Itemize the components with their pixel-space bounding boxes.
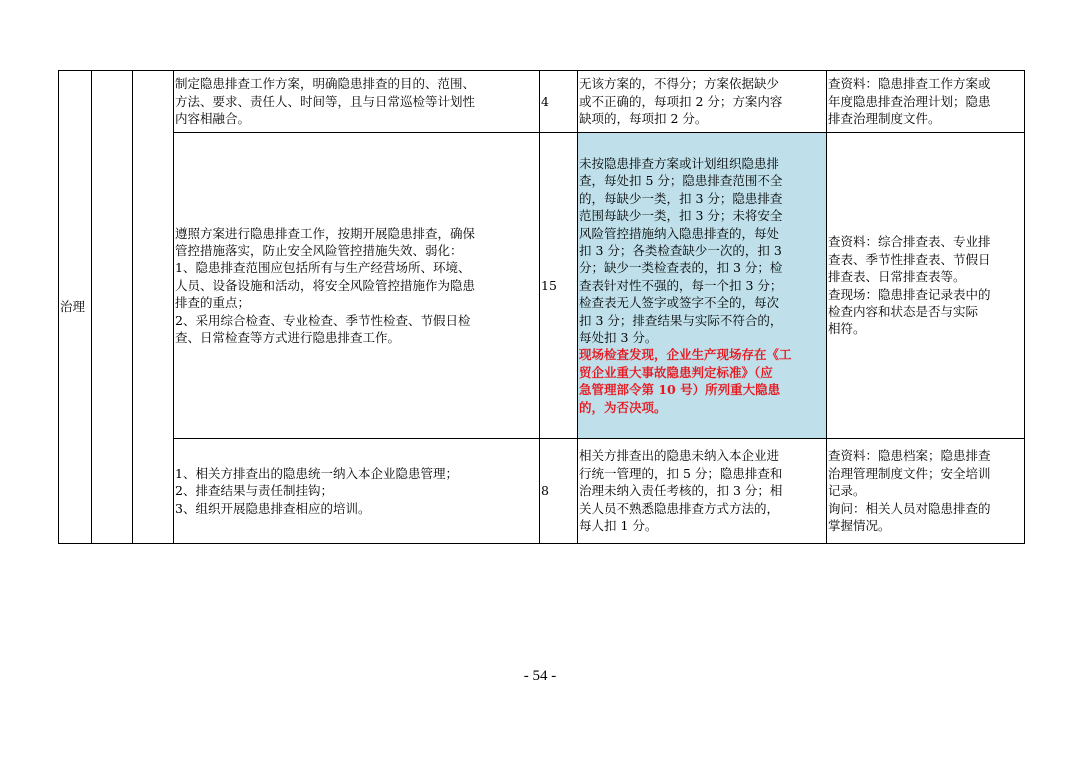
criteria-line: 相关方排查出的隐患未纳入本企业进 <box>579 448 780 464</box>
content-line: 管控措施落实，防止安全风险管控措施失效、弱化： <box>175 242 463 258</box>
page-number: - 54 - <box>523 668 557 684</box>
content-line: 方法、要求、责任人、时间等，且与日常巡检等计划性 <box>175 93 476 109</box>
criteria-cell <box>578 71 827 133</box>
table-row <box>59 71 1025 133</box>
content-line: 内容相融合。 <box>175 111 251 127</box>
content-line: 2、排查结果与责任制挂钩； <box>175 483 333 499</box>
criteria-line: 行统一管理的，扣 5 分；隐患排查和 <box>579 465 783 481</box>
method-line: 检查内容和状态是否与实际 <box>828 303 979 319</box>
method-line: 查表、季节性排查表、节假日 <box>828 251 991 267</box>
criteria-line: 查，每处扣 5 分；隐患排查范围不全 <box>579 173 783 189</box>
method-line: 记录。 <box>828 483 866 499</box>
criteria-line: 每处扣 3 分。 <box>579 330 658 346</box>
criteria-line: 风险管控措施纳入隐患排查的，每处 <box>579 225 780 241</box>
method-cell <box>827 439 1025 544</box>
criteria-line: 关人员不熟悉隐患排查方式方法的， <box>579 500 780 516</box>
content-line: 人员、设备设施和活动，将安全风险管控措施作为隐患 <box>175 277 476 293</box>
criteria-line: 检查表无人签字或签字不全的，每次 <box>579 295 780 311</box>
veto-clause-line: 的，为否决项。 <box>579 399 667 415</box>
table-row <box>59 439 1025 544</box>
criteria-line: 扣 3 分；排查结果与实际不符合的， <box>579 312 783 328</box>
method-line: 治理管理制度文件；安全培训 <box>828 465 991 481</box>
blank-column-cell <box>133 71 174 544</box>
method-line: 掌握情况。 <box>828 518 891 534</box>
method-cell <box>827 71 1025 133</box>
assessment-table <box>58 70 1025 544</box>
method-line: 排查表、日常排查表等。 <box>828 269 966 285</box>
content-line: 查、日常检查等方式进行隐患排查工作。 <box>175 330 401 346</box>
content-line: 制定隐患排查工作方案，明确隐患排查的目的、范围、 <box>175 76 476 92</box>
criteria-line: 未按隐患排查方案或计划组织隐患排 <box>579 155 780 171</box>
criteria-line: 无该方案的，不得分；方案依据缺少 <box>579 76 780 92</box>
content-line: 排查的重点； <box>175 295 251 311</box>
method-line: 年度隐患排查治理计划；隐患 <box>828 93 991 109</box>
method-line: 查资料：隐患档案；隐患排查 <box>828 448 991 464</box>
content-cell <box>174 71 540 133</box>
content-line: 1、隐患排查范围应包括所有与生产经营场所、环境、 <box>175 260 471 276</box>
criteria-line: 缺项的，每项扣 2 分。 <box>579 111 708 127</box>
method-line: 查资料：综合排查表、专业排 <box>828 234 991 250</box>
criteria-line: 范围每缺少一类，扣 3 分；未将安全 <box>579 208 783 224</box>
blank-column-cell <box>92 71 133 544</box>
veto-clause-line: 急管理部令第 10 号）所列重大隐患 <box>579 382 781 398</box>
criteria-cell-highlighted <box>578 133 827 439</box>
veto-clause-line: 现场检查发现，企业生产现场存在《工 <box>579 347 792 363</box>
criteria-line: 查表针对性不强的，每一个扣 3 分； <box>579 277 783 293</box>
content-line: 1、相关方排查出的隐患统一纳入本企业隐患管理； <box>175 465 458 481</box>
criteria-line: 扣 3 分；各类检查缺少一次的，扣 3 <box>579 242 782 258</box>
method-cell <box>827 133 1025 439</box>
veto-clause-line: 贸企业重大事故隐患判定标准》（应 <box>579 364 773 380</box>
criteria-line: 或不正确的，每项扣 2 分；方案内容 <box>579 93 783 109</box>
method-line: 查现场：隐患排查记录表中的 <box>828 286 991 302</box>
content-line: 遵照方案进行隐患排查工作，按期开展隐患排查，确保 <box>175 225 476 241</box>
criteria-cell <box>578 439 827 544</box>
content-cell <box>174 133 540 439</box>
criteria-line: 分；缺少一类检查表的，扣 3 分；检 <box>579 260 783 276</box>
criteria-line: 治理未纳入责任考核的，扣 3 分；相 <box>579 483 783 499</box>
method-line: 查资料：隐患排查工作方案或 <box>828 76 991 92</box>
category-cell: 治理 <box>59 71 92 544</box>
table-row <box>59 133 1025 439</box>
method-line: 询问：相关人员对隐患排查的 <box>828 500 991 516</box>
criteria-line: 的，每缺少一类，扣 3 分；隐患排查 <box>579 190 783 206</box>
method-line: 相符。 <box>828 321 866 337</box>
score-cell: 15 <box>540 133 578 439</box>
content-line: 2、采用综合检查、专业检查、季节性检查、节假日检 <box>175 312 471 328</box>
content-line: 3、组织开展隐患排查相应的培训。 <box>175 500 371 516</box>
score-cell: 8 <box>540 439 578 544</box>
score-cell: 4 <box>540 71 578 133</box>
content-cell <box>174 439 540 544</box>
method-line: 排查治理制度文件。 <box>828 111 941 127</box>
criteria-line: 每人扣 1 分。 <box>579 518 658 534</box>
